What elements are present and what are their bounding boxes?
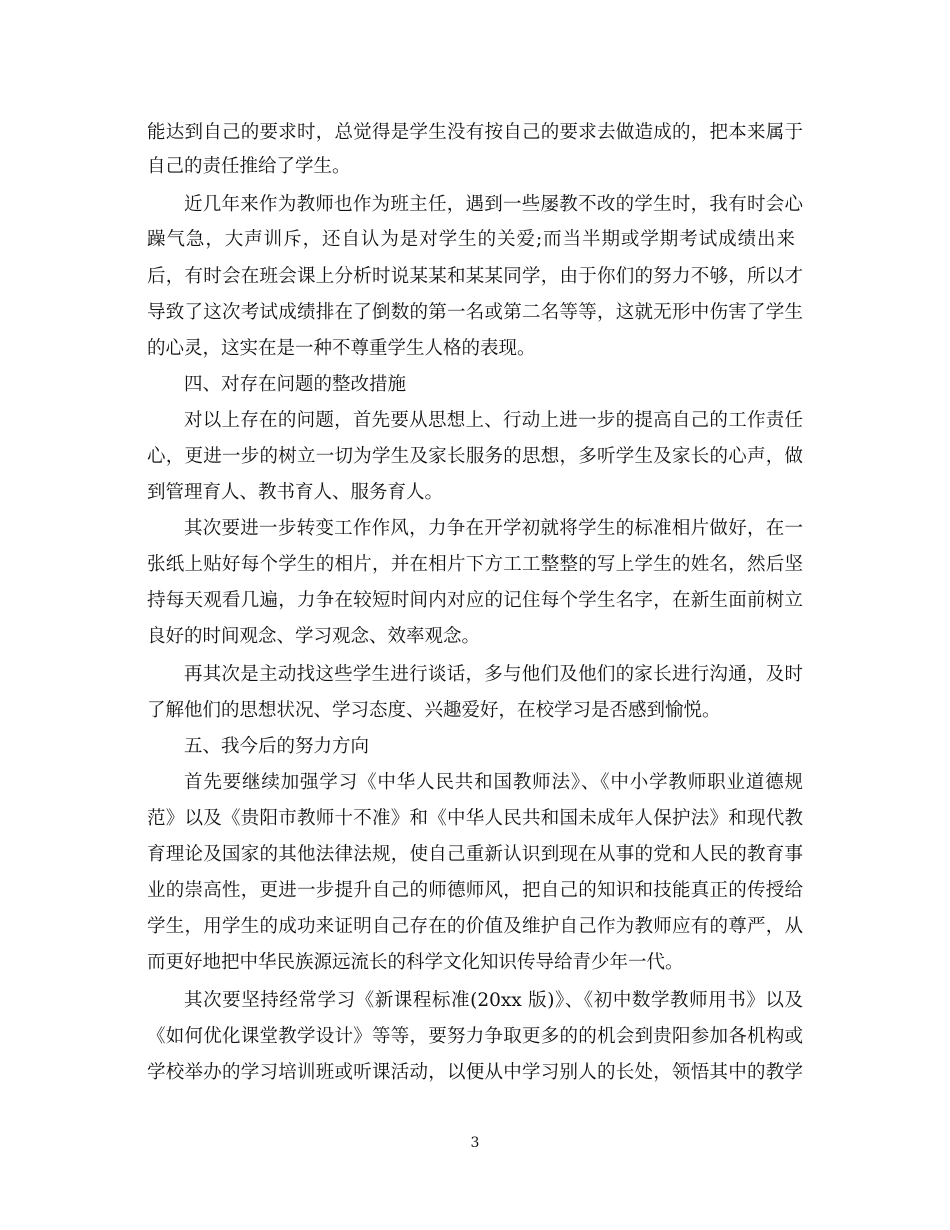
paragraph-line: 持每天观看几遍，力争在较短时间内对应的记住每个学生名字，在新生面前树立	[147, 590, 803, 611]
section-heading-text: 五、我今后的努力方向	[184, 736, 370, 757]
paragraph-line: 了解他们的思想状况、学习态度、兴趣爱好，在校学习是否感到愉悦。	[147, 700, 721, 721]
paragraph-line: 再其次是主动找这些学生进行谈话，多与他们及他们的家长进行沟通，及时	[184, 664, 803, 685]
paragraph-line: 导致了这次考试成绩排在了倒数的第一名或第二名等等，这就无形中伤害了学生	[147, 302, 803, 323]
paragraph-line: 张纸上贴好每个学生的相片，并在相片下方工工整整的写上学生的姓名，然后坚	[147, 554, 803, 575]
paragraph-line: 学生，用学生的成功来证明自己存在的价值及维护自己作为教师应有的尊严，从	[147, 916, 803, 937]
paragraph-line: 首先要继续加强学习《中华人民共和国教师法》、《中小学教师职业道德规	[184, 772, 803, 793]
paragraph-line: 到管理育人、教书育人、服务育人。	[147, 482, 444, 503]
paragraph-line: 《如何优化课堂教学设计》等等，要努力争取更多的的机会到贵阳参加各机构或	[147, 1026, 803, 1047]
paragraph-line: 育理论及国家的其他法律法规，使自己重新认识到现在从事的党和人民的教育事	[147, 844, 803, 865]
paragraph-line: 对以上存在的问题，首先要从思想上、行动上进一步的提高自己的工作责任	[184, 410, 803, 431]
paragraph-line: 心，更进一步的树立一切为学生及家长服务的思想，多听学生及家长的心声，做	[147, 446, 803, 467]
paragraph-line: 其次要进一步转变工作作风，力争在开学初就将学生的标准相片做好，在一	[184, 518, 803, 539]
paragraph-line: 自己的责任推给了学生。	[147, 156, 351, 177]
paragraph-line: 良好的时间观念、学习观念、效率观念。	[147, 626, 481, 647]
paragraph-line: 近几年来作为教师也作为班主任，遇到一些屡教不改的学生时，我有时会心	[184, 194, 803, 215]
paragraph-line: 躁气急，大声训斥，还自认为是对学生的关爱;而当半期或学期考试成绩出来	[147, 229, 795, 250]
paragraph-line: 学校举办的学习培训班或听课活动，以便从中学习别人的长处，领悟其中的教学	[147, 1062, 803, 1083]
paragraph-line: 范》以及《贵阳市教师十不准》和《中华人民共和国未成年人保护法》和现代教	[147, 808, 803, 829]
paragraph-line: 业的崇高性，更进一步提升自己的师德师风，把自己的知识和技能真正的传授给	[147, 880, 803, 901]
section-heading-text: 四、对存在问题的整改措施	[184, 374, 407, 395]
paragraph-line: 其次要坚持经常学习《新课程标准(20xx 版)》、《初中数学教师用书》以及	[184, 990, 803, 1011]
paragraph-line: 后，有时会在班会课上分析时说某某和某某同学，由于你们的努力不够，所以才	[147, 266, 803, 287]
paragraph-line: 能达到自己的要求时，总觉得是学生没有按自己的要求去做造成的，把本来属于	[147, 122, 803, 143]
page-number: 3	[470, 1135, 480, 1151]
paragraph-line: 而更好地把中华民族源远流长的科学文化知识传导给青少年一代。	[147, 952, 684, 973]
paragraph-line: 的心灵，这实在是一种不尊重学生人格的表现。	[147, 338, 536, 359]
